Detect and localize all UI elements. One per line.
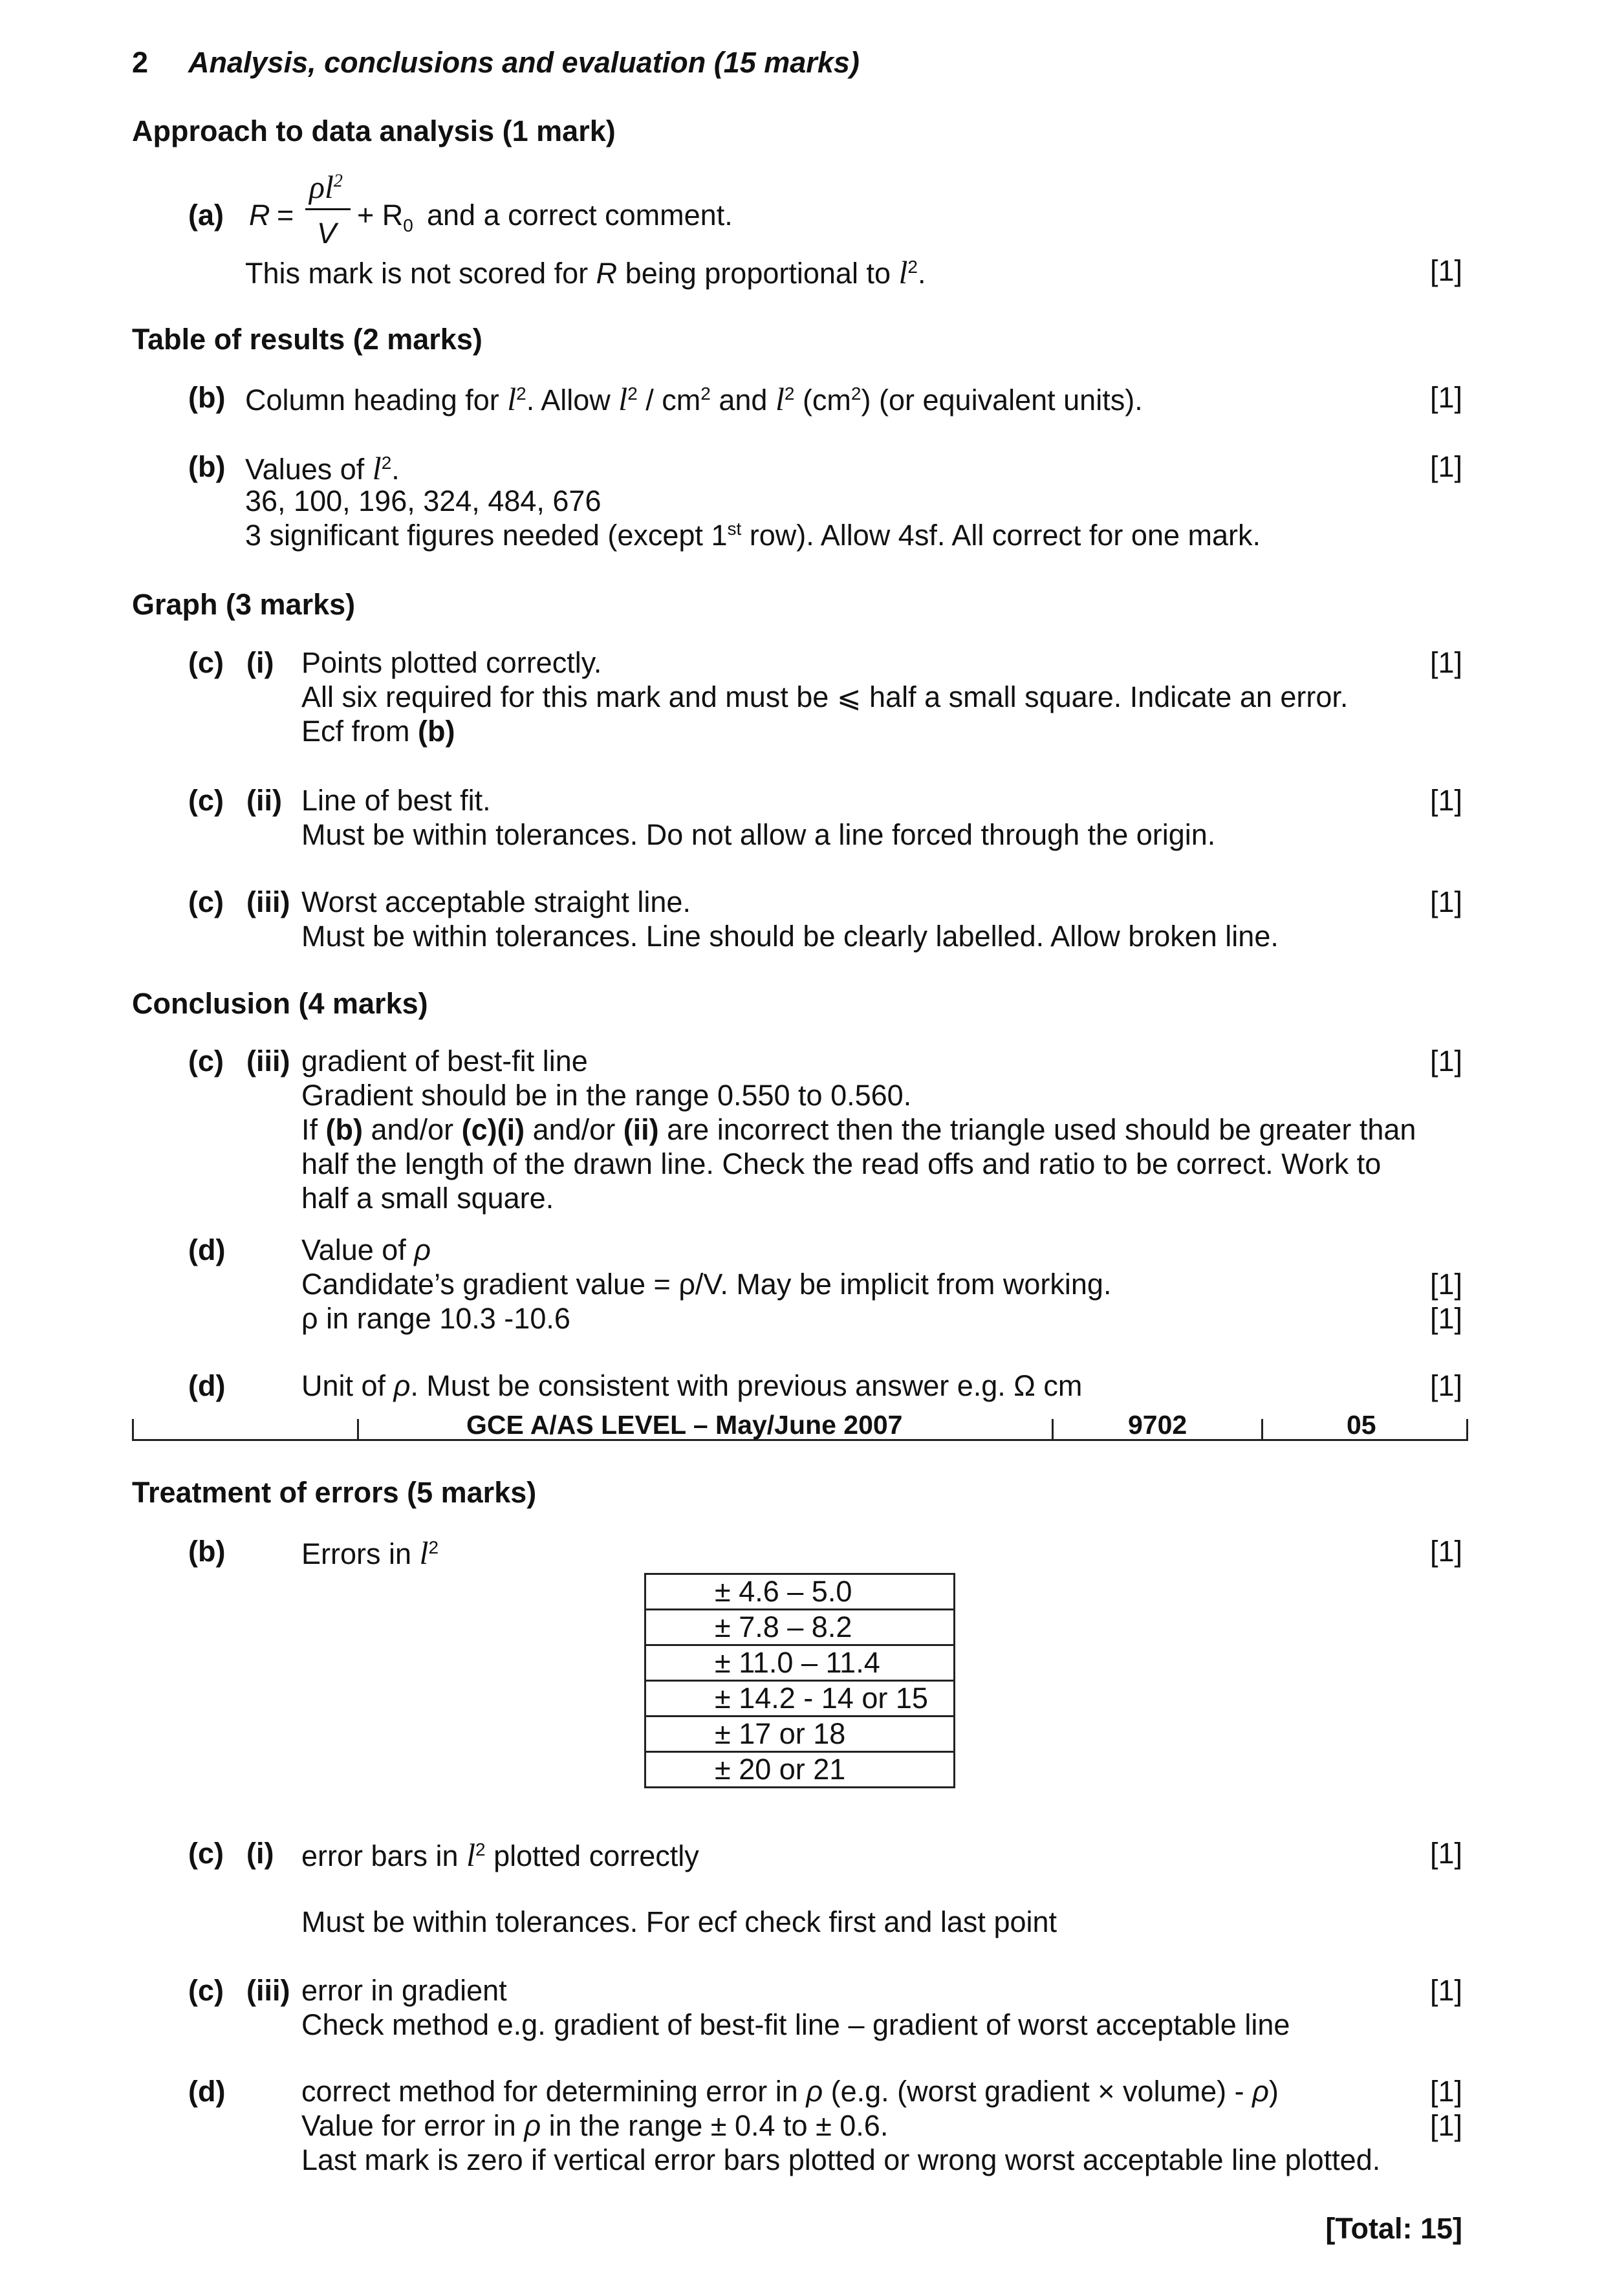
heading-table-results: Table of results (2 marks) [132,323,482,356]
label-b2: (b) [188,450,226,483]
table-row [645,1752,955,1788]
mark-c3: [1] [1429,885,1462,918]
page-header-bar [132,1405,1468,1441]
fraction-bar [305,208,351,210]
heading-conclusion: Conclusion (4 marks) [132,987,428,1020]
table-cell: ± 14.2 - 14 or 15 [645,1681,955,1717]
mark-a: [1] [1429,254,1462,287]
mark-conc-c: [1] [1429,1045,1462,1078]
c3-line2: Must be within tolerances. Line should be clearly labelled. Allow broken line. [301,920,1279,953]
label-err-b: (b) [188,1535,226,1568]
err-c3-line2: Check method e.g. gradient of best-fit line – gradient of worst acceptable line [301,2008,1290,2041]
table-cell: ± 7.8 – 8.2 [645,1610,955,1645]
mark-err-c1: [1] [1429,1837,1462,1870]
eq-numerator: $\rho l^2$ [309,169,343,205]
header-divider [357,1419,359,1441]
err-d-line1: correct method for determining error in ρ (e.g. (worst gradient × volume) - ρ) [301,2075,1279,2108]
label-c1-i: (i) [246,646,274,679]
mark-err-d2: [1] [1429,2109,1462,2142]
header-divider [1261,1419,1263,1441]
mark-conc-d1b: [1] [1429,1302,1462,1335]
table-row [645,1574,955,1610]
b2-text: Values of $l^2$. [245,450,400,486]
conc-c-title: gradient of best-fit line [301,1045,588,1078]
heading-errors: Treatment of errors (5 marks) [132,1476,537,1509]
conc-d1-line2: Candidate’s gradient value = ρ/V. May be implicit from working. [301,1268,1112,1301]
eq-plus-R0: + $R_0$ [357,199,413,235]
header-paper: 05 [1347,1410,1376,1440]
eq-denominator: V [317,217,337,250]
conc-d1-line3: ρ in range 10.3 -10.6 [301,1302,570,1335]
table-cell: ± 11.0 – 11.4 [645,1645,955,1681]
mark-conc-d1a: [1] [1429,1268,1462,1301]
label-conc-d1: (d) [188,1233,226,1266]
label-c2-ii: (ii) [246,784,282,817]
b2-note: 3 significant figures needed (except 1st row). Allow 4sf. All correct for one mark. [245,519,1261,552]
mark-b2: [1] [1429,450,1462,483]
heading-graph: Graph (3 marks) [132,588,356,621]
label-c2: (c) [188,784,224,817]
errors-table [644,1573,955,1788]
eq-equals: = [277,199,294,232]
b2-values: 36, 100, 196, 324, 484, 676 [245,484,602,517]
c2-title: Line of best fit. [301,784,491,817]
label-err-c3-iii: (iii) [246,1974,290,2007]
mark-err-c3: [1] [1429,1974,1462,2007]
header-title: GCE A/AS LEVEL – May/June 2007 [466,1410,903,1440]
label-c1: (c) [188,646,224,679]
label-a: (a) [188,199,224,232]
conc-c-line5: half a small square. [301,1182,554,1215]
section-title: Analysis, conclusions and evaluation (15 marks) [188,46,860,79]
label-err-c3: (c) [188,1974,224,2007]
table-cell: ± 20 or 21 [645,1752,955,1788]
err-c3-title: error in gradient [301,1974,507,2007]
label-conc-c: (c) [188,1045,224,1078]
heading-approach: Approach to data analysis (1 mark) [132,114,616,147]
err-d-line3: Last mark is zero if vertical error bars plotted or wrong worst acceptable line plotted. [301,2143,1381,2176]
table-cell: ± 17 or 18 [645,1717,955,1752]
label-err-d: (d) [188,2075,226,2108]
conc-d2-text: Unit of ρ. Must be consistent with previous answer e.g. Ω cm [301,1369,1083,1402]
table-row [645,1645,955,1681]
label-conc-c-iii: (iii) [246,1045,290,1078]
approach-comment: and a correct comment. [427,199,733,232]
b1-text: Column heading for $l^2$. Allow $l^2 / cm^2$ and $l^2$ $(cm^2)$ (or equivalent units). [245,381,1143,417]
mark-conc-d2: [1] [1429,1369,1462,1402]
eq-R: R [249,199,270,232]
label-b1: (b) [188,381,226,414]
err-b-text: Errors in $l^2$ [301,1535,439,1571]
mark-err-d1: [1] [1429,2075,1462,2108]
mark-c1: [1] [1429,646,1462,679]
total-marks: [Total: 15] [1325,2212,1462,2245]
table-row [645,1717,955,1752]
label-c3-iii: (iii) [246,885,290,918]
label-conc-d2: (d) [188,1369,226,1402]
header-divider [132,1419,134,1441]
mark-b1: [1] [1429,381,1462,414]
err-d-line2: Value for error in ρ in the range ± 0.4 to ± 0.6. [301,2109,889,2142]
section-number: 2 [132,46,149,79]
conc-d1-title: Value of ρ [301,1233,431,1266]
table-cell: ± 4.6 – 5.0 [645,1574,955,1610]
c1-line2: All six required for this mark and must be ⩽ half a small square. Indicate an error. [301,680,1349,713]
conc-c-line4: half the length of the drawn line. Check the read offs and ratio to be correct. Work to [301,1147,1382,1180]
err-c1-line2: Must be within tolerances. For ecf check first and last point [301,1905,1057,1938]
table-row [645,1681,955,1717]
mark-c2: [1] [1429,784,1462,817]
c1-line3: Ecf from (b) [301,715,455,748]
mark-err-b: [1] [1429,1535,1462,1568]
c1-title: Points plotted correctly. [301,646,602,679]
header-divider [1052,1419,1054,1441]
label-c3: (c) [188,885,224,918]
label-err-c1-i: (i) [246,1837,274,1870]
err-c1-text: error bars in $l^2$ plotted correctly [301,1837,699,1873]
c3-title: Worst acceptable straight line. [301,885,691,918]
table-row [645,1610,955,1645]
conc-c-line3: If (b) and/or (c)(i) and/or (ii) are incorrect then the triangle used should be greater than [301,1113,1416,1146]
header-divider [1466,1419,1468,1441]
approach-note: This mark is not scored for R being proportional to $l^2$. [245,254,926,290]
c2-line2: Must be within tolerances. Do not allow a line forced through the origin. [301,818,1216,851]
header-syllabus: 9702 [1128,1410,1187,1440]
label-err-c1: (c) [188,1837,224,1870]
conc-c-line2: Gradient should be in the range 0.550 to 0.560. [301,1079,912,1112]
